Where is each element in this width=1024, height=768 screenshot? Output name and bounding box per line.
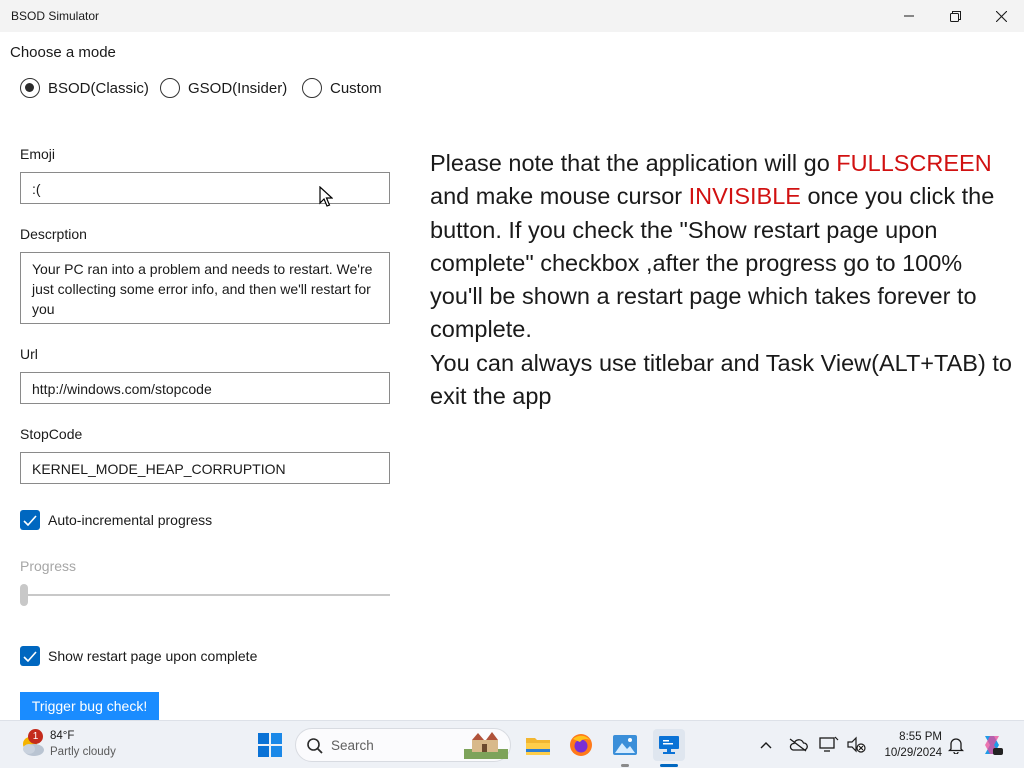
radio-circle[interactable] [160, 78, 180, 98]
show-restart-checkbox[interactable] [20, 646, 257, 666]
minimize-icon [904, 11, 914, 21]
start-button[interactable] [254, 729, 286, 761]
bell-icon [948, 736, 964, 754]
window-title: BSOD Simulator [11, 9, 100, 23]
volume-tray-button[interactable] [846, 735, 866, 755]
copilot-icon[interactable] [980, 733, 1004, 757]
note-text-4: You can always use titlebar and Task View(ALT+TAB) to exit the app [430, 349, 1012, 410]
description-label: Descrption [20, 226, 87, 242]
auto-progress-checkbox[interactable] [20, 510, 212, 530]
taskbar-clock[interactable] [872, 729, 942, 761]
photos-icon [613, 735, 637, 755]
notification-badge: 1 [28, 729, 43, 744]
progress-slider-thumb [20, 584, 28, 606]
clock-date: 10/29/2024 [884, 747, 942, 759]
firefox-button[interactable] [565, 729, 597, 761]
checkmark-icon[interactable] [20, 510, 40, 530]
url-label: Url [20, 346, 38, 362]
auto-progress-label: Auto-incremental progress [48, 512, 213, 528]
windows-logo-icon [258, 733, 282, 757]
network-tray-button[interactable] [819, 735, 839, 755]
mouse-cursor-icon [319, 186, 333, 208]
note-text-1: Please note that the application will go [430, 150, 837, 176]
monitor-icon [658, 735, 680, 755]
active-indicator [660, 764, 678, 767]
close-icon [996, 11, 1007, 22]
mode-label: Choose a mode [10, 44, 116, 61]
show-hidden-icons-button[interactable] [756, 735, 776, 755]
weather-widget[interactable] [18, 729, 138, 761]
restore-icon [950, 11, 961, 22]
photos-button[interactable] [609, 729, 641, 761]
notifications-button[interactable] [946, 735, 966, 755]
show-restart-label: Show restart page upon complete [48, 648, 258, 664]
checkmark-icon[interactable] [20, 646, 40, 666]
note-fullscreen: FULLSCREEN [836, 150, 992, 176]
radio-label: BSOD(Classic) [48, 79, 149, 97]
radio-circle[interactable] [20, 78, 40, 98]
weather-condition: Partly cloudy [50, 746, 116, 758]
running-indicator [621, 764, 629, 767]
instructions-note [430, 147, 1015, 413]
firefox-icon [569, 733, 593, 757]
url-field[interactable]: http://windows.com/stopcode [20, 372, 390, 404]
minimize-button[interactable] [886, 0, 932, 32]
clock-time: 8:55 PM [899, 731, 942, 743]
progress-label: Progress [20, 558, 77, 574]
note-text-3: once you click the button. If you check the "Show restart page upon complete" checkbox ,after the progress go to 100% you'll be shown a restart page which takes forever to complete. [430, 183, 995, 343]
radio-label: GSOD(Insider) [188, 79, 288, 97]
display-icon [819, 736, 839, 754]
title-bar[interactable] [0, 0, 1024, 32]
taskbar-search[interactable] [295, 728, 511, 762]
trigger-bug-check-button[interactable]: Trigger bug check! [20, 692, 159, 720]
description-field[interactable]: Your PC ran into a problem and needs to restart. We're just collecting some error info, and then we'll restart for you [20, 252, 390, 324]
emoji-field[interactable]: :( [20, 172, 390, 204]
search-icon [306, 737, 324, 755]
taskbar [0, 720, 1024, 768]
radio-gsod-insider[interactable] [160, 78, 287, 98]
file-explorer-button[interactable] [522, 729, 554, 761]
radio-label: Custom [330, 79, 382, 97]
bsod-simulator-taskbar-button[interactable] [653, 729, 685, 761]
emoji-label: Emoji [20, 146, 56, 162]
radio-custom[interactable] [302, 78, 382, 98]
close-button[interactable] [978, 0, 1024, 32]
cloud-offline-icon [788, 738, 808, 752]
note-invisible: INVISIBLE [688, 183, 801, 210]
note-text-2: and make mouse cursor [430, 183, 689, 210]
chevron-up-icon [760, 741, 772, 749]
speaker-muted-icon [846, 736, 866, 754]
search-placeholder: Search [331, 738, 374, 753]
onedrive-tray-button[interactable] [788, 735, 808, 755]
radio-bsod-classic[interactable] [20, 78, 149, 98]
progress-slider-track [20, 594, 390, 596]
search-highlight-castle-icon [464, 731, 508, 759]
radio-circle[interactable] [302, 78, 322, 98]
folder-icon [525, 734, 551, 756]
restore-button[interactable] [932, 0, 978, 32]
stopcode-label: StopCode [20, 426, 83, 442]
stopcode-field[interactable]: KERNEL_MODE_HEAP_CORRUPTION [20, 452, 390, 484]
weather-temperature: 84°F [50, 730, 75, 742]
